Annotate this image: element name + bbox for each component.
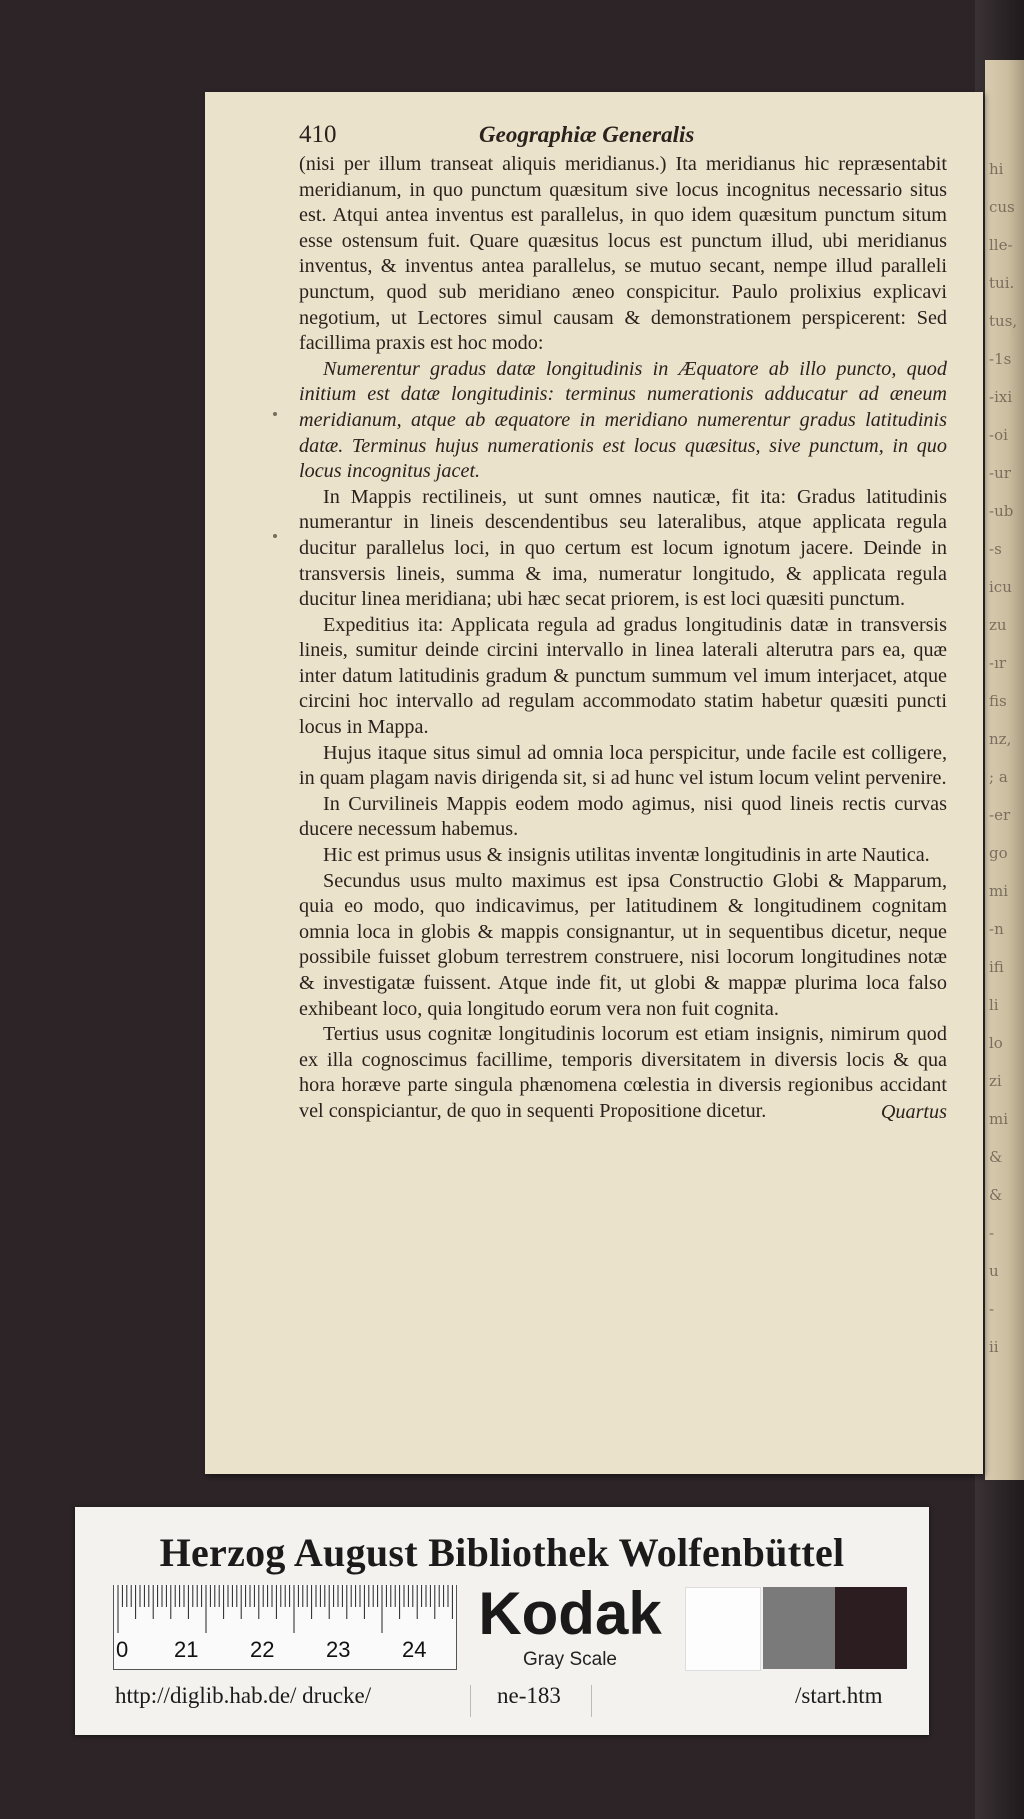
running-head	[299, 122, 947, 150]
ruler-label: 21	[174, 1637, 199, 1662]
ruler-ticks	[114, 1585, 456, 1635]
gray-patch-mid	[763, 1587, 835, 1669]
paragraph: Hic est primus usus & insignis utilitas inventæ longitudinis in arte Nautica.	[323, 844, 930, 867]
next-page-fragment: mi	[989, 882, 1009, 900]
next-page-fragment: tus,	[989, 312, 1018, 330]
next-page-fragment: -ub	[989, 502, 1014, 520]
text-body	[299, 152, 947, 1125]
paragraph: In Curvilineis Mappis eodem modo agimus, nisi quod lineis rectis curvas ducere necessum habemus.	[299, 792, 947, 841]
divider	[470, 1685, 471, 1717]
divider	[591, 1685, 592, 1717]
next-page-fragment: zu	[989, 616, 1007, 634]
running-title: Geographiæ Generalis	[479, 122, 695, 147]
catchword: Quartus	[880, 1100, 947, 1123]
next-page-fragment: -ixi	[989, 388, 1013, 406]
next-page-fragment: &	[989, 1148, 1003, 1166]
next-page-fragment: u	[989, 1262, 999, 1280]
next-page-fragment: go	[989, 844, 1008, 862]
kodak-scale-card	[75, 1507, 929, 1735]
ruler-label: 0	[116, 1637, 129, 1662]
margin-mark	[273, 534, 277, 538]
book-page	[205, 92, 983, 1474]
paragraph: Hujus itaque situs simul ad omnia loca perspicitur, unde facile est colligere, in quam plagam navis dirigenda sit, si ad hunc vel istum locum velint pervenire.	[299, 741, 947, 790]
next-page-fragment: mi	[989, 1110, 1009, 1128]
next-page-fragment: ii	[989, 1338, 999, 1356]
next-page-fragment: zi	[989, 1072, 1002, 1090]
paragraph: Numerentur gradus datæ longitudinis in Æquatore ab illo puncto, quod initium est datæ longitudinis: terminus numerationis adducatur ad æneum meridianum, atque ab æquatore in meridiano numerentur gradus latitudinis datæ. Terminus hujus numerationis est locus quæsitus, sive punctum, in quo locus incognitus jacet.	[299, 357, 947, 483]
paragraph: In Mappis rectilineis, ut sunt omnes nauticæ, fit ita: Gradus latitudinis numerantur in lineis descendentibus seu lateralibus, atque applicata regula ducitur parallelus loci, in quo certum est locum ignotum jacere. Deinde in transversis lineis, summa & ima, numeratur longitudo, & applicata regula ducitur linea meridiana; ubi hæc secat priorem, is est loci quæsiti punctum.	[299, 485, 947, 611]
next-page-fragment: -	[989, 1300, 995, 1318]
gray-patch-dark	[835, 1587, 907, 1669]
next-page-fragment: &	[989, 1186, 1003, 1204]
url-right: /start.htm	[795, 1683, 883, 1708]
gray-patch-white	[685, 1587, 761, 1671]
next-page-fragment: -ır	[989, 654, 1007, 672]
next-page-fragment: -n	[989, 920, 1004, 938]
ruler-label: 22	[250, 1637, 275, 1662]
next-page-fragment: -ur	[989, 464, 1011, 482]
ruler-label: 23	[326, 1637, 351, 1662]
paragraph: Tertius usus cognitæ longitudinis locorum est etiam insignis, nimirum quod ex illa cognoscimus facillime, temporis diversitatem in diversis locis & qua hora horæve parte singula phænomena cœlestia in diversis regionibus accidant vel conspiciantur, de quo in sequenti Propositione dicetur.	[299, 1023, 947, 1122]
next-page-edge	[985, 60, 1024, 1480]
next-page-fragment: tui.	[989, 274, 1015, 292]
gray-scale-label: Gray Scale	[523, 1649, 617, 1670]
paragraph: (nisi per illum transeat aliquis meridianus.) Ita meridianus hic repræsentabit meridianum, in quo punctum quæsitum sive locus incognitus necessario situs est. Atqui antea inventus est parallelus, in quo idem quæsitum punctum situm esse ostensum fuit. Quare quæsitus locus est punctum illud, ubi meridianus inventus, & inventus antea parallelus, se mutuo secant, nempe illud paralleli punctum, quod sub meridiano æneo conspicitur. Paulo prolixius explicavi negotium, ut Lectores simul causam & demonstrationem perspicerent: Sed facillima praxis est hoc modo:	[299, 153, 947, 355]
kodak-logo: Kodak	[478, 1580, 662, 1647]
next-page-fragment: lo	[989, 1034, 1003, 1052]
library-title: Herzog August Bibliothek Wolfenbüttel	[159, 1530, 845, 1575]
next-page-fragment: fis	[989, 692, 1007, 710]
next-page-fragment: icu	[989, 578, 1012, 596]
next-page-fragment: nz,	[989, 730, 1012, 748]
paragraph: Secundus usus multo maximus est ipsa Constructio Globi & Mapparum, quia eo modo, quo indicavimus, per latitudinem & longitudinem cognitam omnia loca in globis & mappis consignantur, ut in sequentibus dicetur, neque possibile fuisset globum terrestrem construere, nisi locorum longitudines notæ & investigatæ fuissent. Atque inde fit, ut globi & mappæ plurima loca falso exhibeant loco, quia longitudo eorum vera non fuit cognita.	[299, 869, 947, 1020]
next-page-fragment: cus	[989, 198, 1015, 216]
url-left: http://diglib.hab.de/ drucke/	[115, 1683, 372, 1708]
paragraph: Expeditius ita: Applicata regula ad gradus longitudinis datæ in transversis lineis, sumitur deinde circini intervallo in linea laterali alterutra pars ea, quæ inter datum latitudinis gradum & punctum summum vel imum interjacet, atque circini hoc intervallo ad regulam accommodato statim habetur quæsiti puncti locus in Mappa.	[299, 613, 947, 739]
next-page-fragment: -1s	[989, 350, 1012, 368]
page-number: 410	[299, 121, 337, 148]
next-page-fragment: -oi	[989, 426, 1008, 444]
next-page-fragment: lle-	[989, 236, 1013, 254]
page-content	[299, 122, 947, 1125]
margin-mark	[273, 412, 277, 416]
next-page-fragment: -	[989, 1224, 995, 1242]
next-page-fragment: -er	[989, 806, 1011, 824]
ruler-label: 24	[402, 1637, 427, 1662]
next-page-fragment: -s	[989, 540, 1002, 558]
next-page-fragment: hi	[989, 160, 1004, 178]
next-page-fragment: ifi	[989, 958, 1004, 976]
next-page-fragment: li	[989, 996, 999, 1014]
ruler	[113, 1585, 457, 1670]
next-page-fragment: ; a	[989, 768, 1008, 786]
url-mid: ne-183	[497, 1683, 561, 1708]
